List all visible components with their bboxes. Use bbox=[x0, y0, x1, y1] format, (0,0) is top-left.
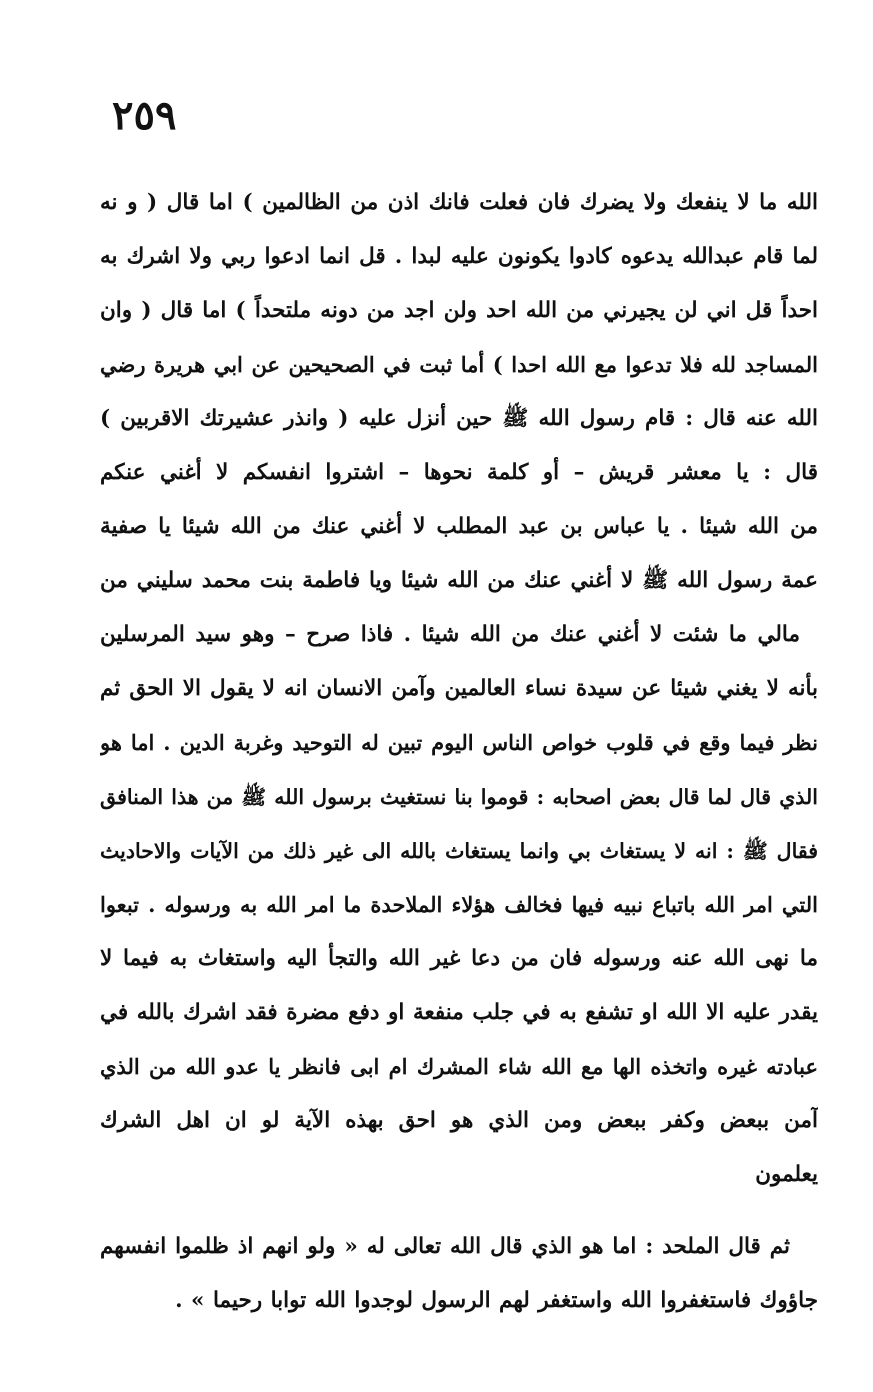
text-line: من الله شيئا . يا عباس بن عبد المطلب لا أغني عنك من الله شيئا يا صفية bbox=[100, 514, 818, 539]
text-line: الذي قال لما قال بعض اصحابه : قوموا بنا نستغيث برسول الله ﷺ من هذا المنافق bbox=[100, 785, 818, 809]
closing-line: جاؤوك فاستغفروا الله واستغفر لهم الرسول لوجدوا الله توابا رحيما » . bbox=[175, 1288, 818, 1313]
text-line: يعلمون bbox=[755, 1162, 818, 1187]
text-line: التي امر الله باتباع نبيه فيها فخالف هؤلاء الملاحدة ما امر الله به ورسوله . تبعوا bbox=[100, 892, 818, 917]
text-line: الله ما لا ينفعك ولا يضرك فان فعلت فانك اذن من الظالمين ) اما قال ( و نه bbox=[100, 190, 818, 215]
text-line: قال : يا معشر قريش – أو كلمة نحوها – اشتروا انفسكم لا أغني عنكم bbox=[100, 460, 818, 485]
text-line: بأنه لا يغني شيئا عن سيدة نساء العالمين وآمن الانسان انه لا يقول الا الحق ثم bbox=[100, 676, 818, 701]
text-line: لما قام عبدالله يدعوه كادوا يكونون عليه لبدا . قل انما ادعوا ربي ولا اشرك به bbox=[100, 244, 818, 269]
text-line: نظر فيما وقع في قلوب خواص الناس اليوم تبين له التوحيد وغربة الدين . اما هو bbox=[100, 730, 818, 755]
page-number: ٢٥٩ bbox=[112, 92, 177, 139]
text-line: الله عنه قال : قام رسول الله ﷺ حين أنزل عليه ( وانذر عشيرتك الاقربين ) bbox=[100, 406, 818, 431]
paragraph-gap bbox=[100, 1202, 818, 1220]
closing-line: ثم قال الملحد : اما هو الذي قال الله تعالى له « ولو انهم اذ ظلموا انفسهم bbox=[100, 1234, 790, 1259]
text-line: ما نهى الله عنه ورسوله فان من دعا غير الله والتجأ اليه واستغاث به فيما لا bbox=[100, 946, 818, 971]
text-line: مالي ما شئت لا أغني عنك من الله شيئا . فاذا صرح – وهو سيد المرسلين bbox=[100, 622, 800, 647]
text-line: آمن ببعض وكفر ببعض ومن الذي هو احق بهذه الآية لو ان اهل الشرك bbox=[100, 1108, 818, 1133]
text-line: يقدر عليه الا الله او تشفع به في جلب منفعة او دفع مضرة فقد اشرك بالله في bbox=[100, 1000, 818, 1025]
text-line: عمة رسول الله ﷺ لا أغني عنك من الله شيئا ويا فاطمة بنت محمد سليني من bbox=[100, 568, 818, 593]
text-line: المساجد لله فلا تدعوا مع الله احدا ) أما ثبت في الصحيحين عن ابي هريرة رضي bbox=[100, 352, 818, 377]
text-line: عبادته غيره واتخذه الها مع الله شاء المشرك ام ابى فانظر يا عدو الله من الذي bbox=[100, 1054, 818, 1079]
text-line: احداً قل اني لن يجيرني من الله احد ولن اجد من دونه ملتحداً ) اما قال ( وان bbox=[100, 298, 818, 323]
text-line: فقال ﷺ : انه لا يستغاث بي وانما يستغاث بالله الى غير ذلك من الآيات والاحاديث bbox=[100, 839, 818, 863]
main-text bbox=[100, 176, 818, 1328]
